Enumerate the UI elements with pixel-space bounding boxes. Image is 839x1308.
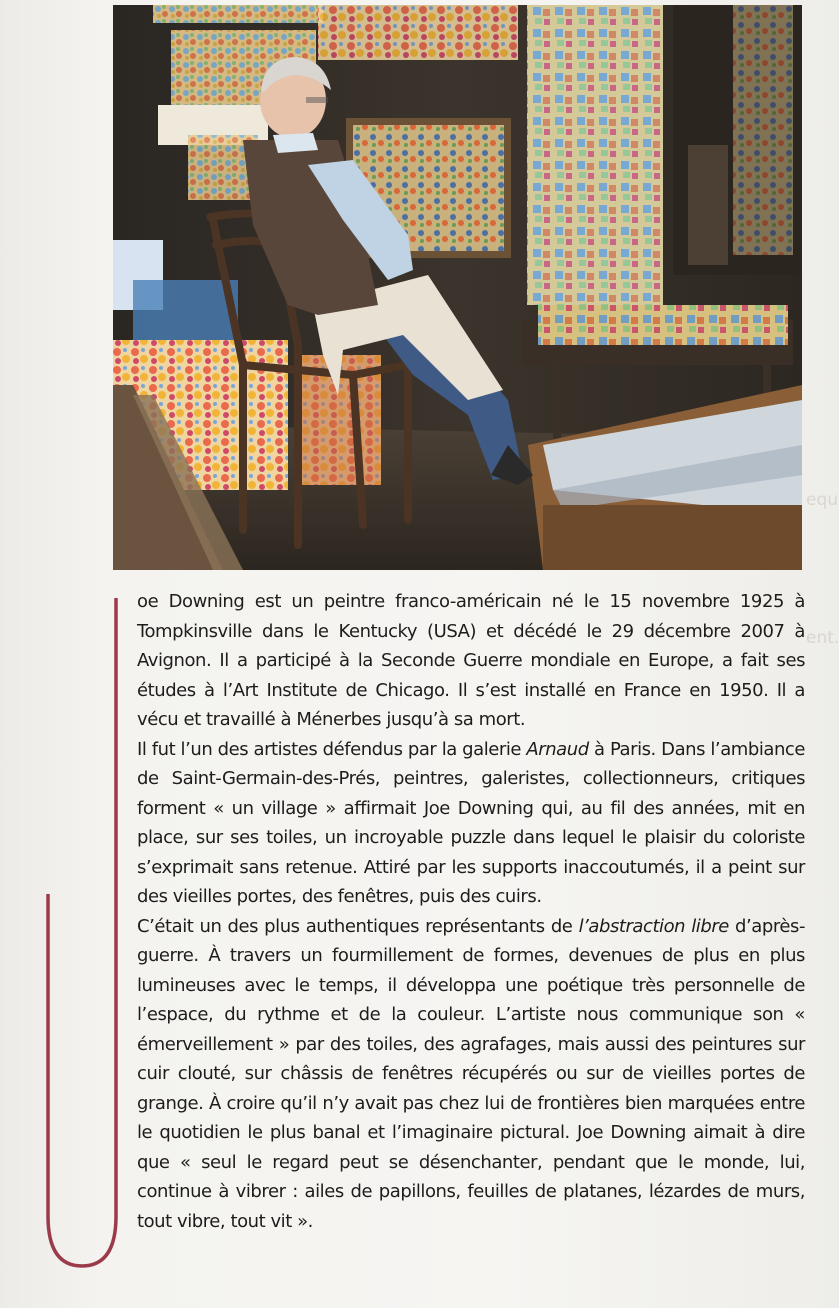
gallery-name: Arnaud (526, 738, 589, 760)
paragraph-abstraction (137, 912, 805, 1237)
studio-illustration (113, 5, 802, 570)
movement-name: l’abstraction libre (578, 915, 729, 937)
paragraph-gallery-text: Il fut l’un des artistes défendus par la galerie (137, 738, 527, 760)
drop-cap-j-ornament (44, 598, 122, 1270)
paragraph-intro: oe Downing est un peintre franco-américain né le 15 novembre 1925 à Tompkinsville dans le Kentucky (USA) et décédé le 29 décembre 2007 à Avignon. Il a participé à la Seconde Guerre mondiale en Europe, a fait ses études à l’Art Institute de Chicago. Il s’est installé en France en 1950. Il a vécu et travaillé à Ménerbes jusqu’à sa mort. (137, 591, 805, 730)
bleed-through: ent. (806, 628, 839, 648)
paragraph-gallery-text-cont: à Paris. Dans l’ambiance de Saint-Germain-des-Prés, peintres, galeristes, collectionneurs, critiques forment « un village » affirmait Joe Downing qui, au fil des années, mit en place, sur ses toiles, un incroyable puzzle dans lequel le plaisir du coloriste s’exprimait sans retenue. Attiré par les supports inaccoutumés, il a peint sur des vieilles portes, des fenêtres, puis des cuirs. (137, 738, 806, 907)
bleed-through: equ (806, 490, 839, 510)
paragraph-gallery (137, 735, 805, 912)
paragraph-abstraction-text: C’était un des plus authentiques représentants de (137, 915, 579, 937)
article-body (137, 587, 805, 1236)
paragraph-abstraction-text-cont: d’après-guerre. À travers un fourmillement de formes, devenues de plus en plus lumineuses avec le temps, il développa une poétique très personnelle de l’espace, du rythme et de la couleur. L’artiste nous communique son « émerveillement » par des toiles, des agrafages, mais aussi des peintures sur cuir clouté, sur châssis de fenêtres récupérés ou sur de vieilles portes de grange. À croire qu’il n’y avait pas chez lui de frontières bien marquées entre le quotidien le plus banal et l’imaginaire pictural. Joe Downing aimait à dire que « seul le regard peut se désenchanter, pendant que le monde, lui, continue à vibrer : ailes de papillons, feuilles de platanes, lézardes de murs, tout vibre, tout vit ». (137, 915, 806, 1232)
artist-studio-photo (113, 5, 802, 570)
